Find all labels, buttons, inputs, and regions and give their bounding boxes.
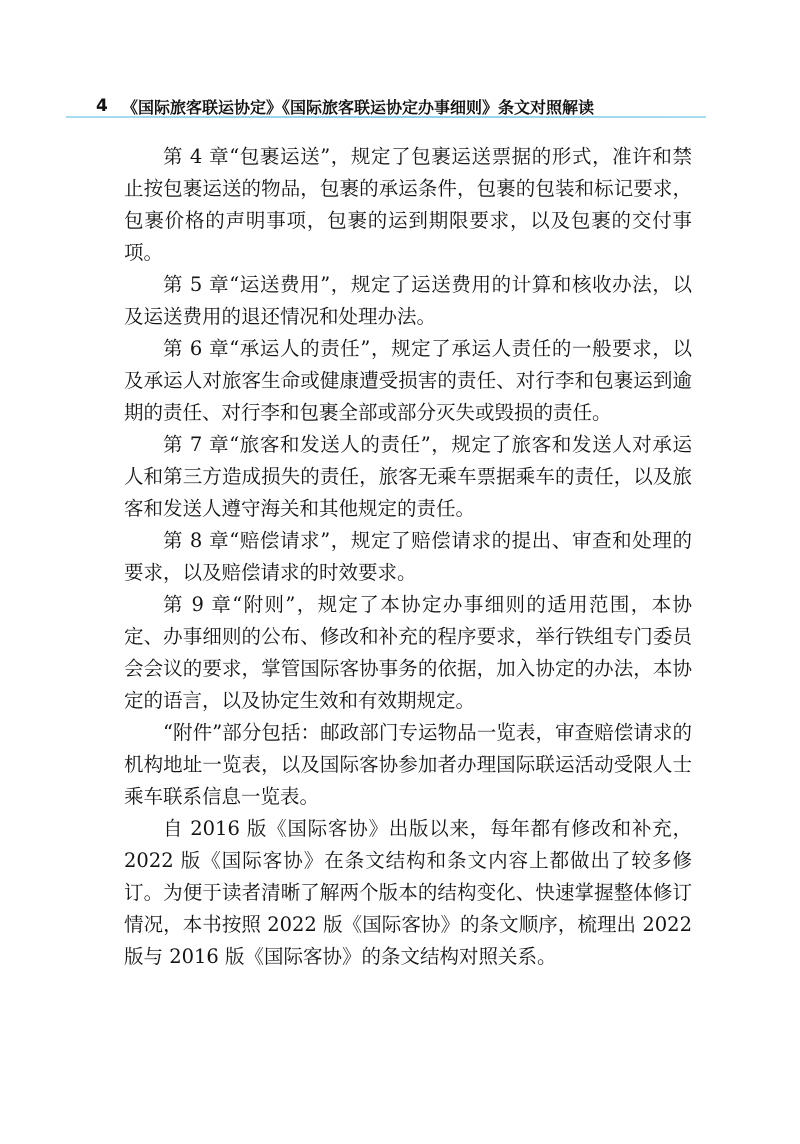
paragraph-chapter-4: 第 4 章“包裹运送”，规定了包裹运送票据的形式，准许和禁止按包裹运送的物品，包裹的承运条件，包裹的包装和标记要求，包裹价格的声明事项，包裹的运到期限要求，以及包裹的交付事项。 — [124, 145, 692, 264]
paragraph-chapter-6: 第 6 章“承运人的责任”，规定了承运人责任的一般要求，以及承运人对旅客生命或健康遭受损害的责任、对行李和包裹运到逾期的责任、对行李和包裹全部或部分灭失或毁损的责任。 — [124, 337, 692, 424]
paragraph-revisions: 自 2016 版《国际客协》出版以来，每年都有修改和补充，2022 版《国际客协》在条文结构和条文内容上都做出了较多修订。为便于读者清晰了解两个版本的结构变化、快速掌握整体修订情况，本书按照 2022 版《国际客协》的条文顺序，梳理出 2022 版与 2016 版《国际客协》的条文结构对照关系。 — [124, 817, 692, 968]
paragraph-chapter-9: 第 9 章“附则”，规定了本协定办事细则的适用范围，本协定、办事细则的公布、修改和补充的程序要求，举行铁组专门委员会会议的要求，掌管国际客协事务的依据，加入协定的办法，本协定的语言，以及协定生效和有效期规定。 — [124, 593, 692, 712]
body-text — [124, 141, 692, 973]
paragraph-chapter-5: 第 5 章“运送费用”，规定了运送费用的计算和核收办法，以及运送费用的退还情况和处理办法。 — [124, 273, 692, 328]
header-divider — [66, 116, 706, 118]
running-header-title: 《国际旅客联运协定》《国际旅客联运协定办事细则》条文对照解读 — [122, 97, 595, 117]
paragraph-chapter-8: 第 8 章“赔偿请求”，规定了赔偿请求的提出、审查和处理的要求，以及赔偿请求的时效要求。 — [124, 529, 692, 584]
paragraph-annexes: “附件”部分包括：邮政部门专运物品一览表，审查赔偿请求的机构地址一览表，以及国际客协参加者办理国际联运活动受限人士乘车联系信息一览表。 — [124, 721, 692, 808]
paragraph-chapter-7: 第 7 章“旅客和发送人的责任”，规定了旅客和发送人对承运人和第三方造成损失的责任，旅客无乘车票据乘车的责任，以及旅客和发送人遵守海关和其他规定的责任。 — [124, 433, 692, 520]
page-number: 4 — [96, 96, 108, 116]
